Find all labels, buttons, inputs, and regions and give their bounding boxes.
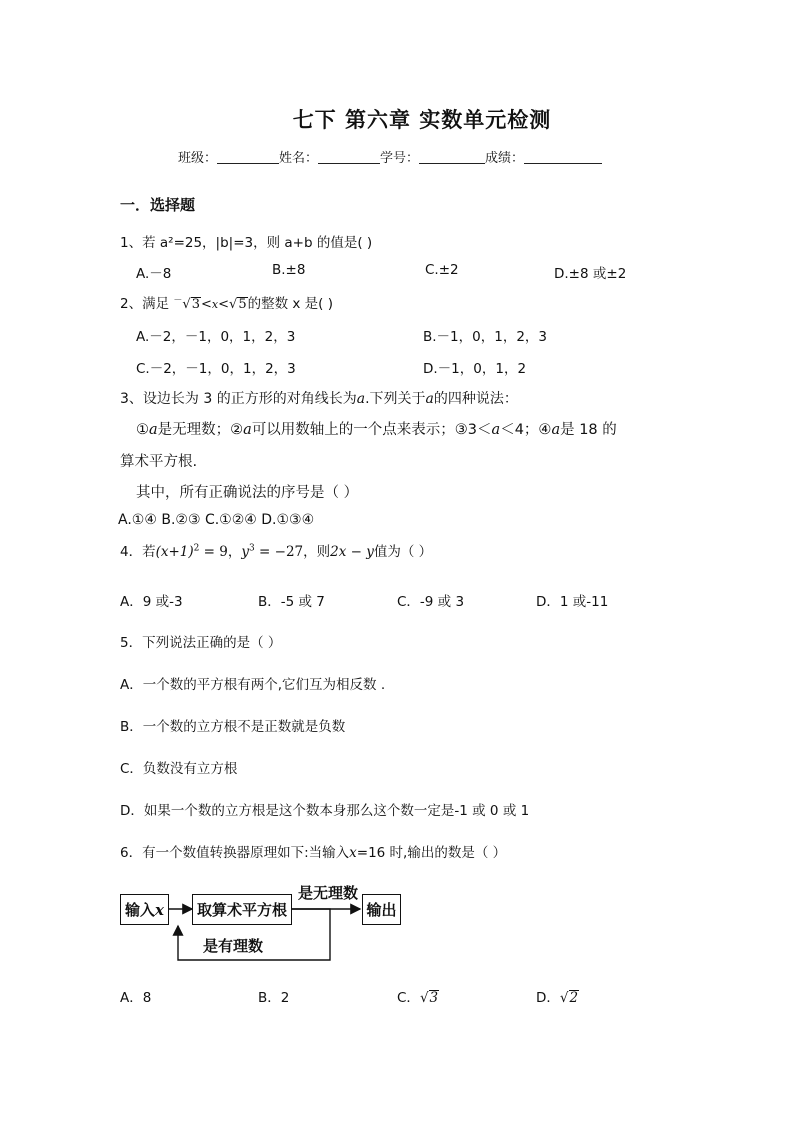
q3-var-a: a	[425, 391, 434, 407]
q4-option-a: A．9 或-3	[120, 594, 183, 610]
q4-var-y: y	[241, 544, 250, 560]
q3-var-a: a	[149, 422, 158, 438]
sqrt-icon: √	[419, 990, 429, 1006]
q4-text-g: = −27，则	[254, 544, 331, 560]
q2-minus: －	[173, 295, 183, 306]
q4-expr-b: (x+1)	[155, 544, 194, 560]
q2-prefix: 2、满足	[120, 296, 170, 312]
id-label: 学号：	[380, 151, 420, 166]
q3-text-2e: 是 18 的	[560, 422, 617, 438]
q2-option-c: C.－2，－1，0，1，2，3	[136, 361, 296, 377]
q4-option-b: B．-5 或 7	[258, 594, 325, 610]
q3-text-2a: ①	[136, 422, 149, 438]
q1-option-c: C.±2	[425, 262, 459, 278]
q3-var-a: a	[491, 422, 501, 438]
sqrt-icon: √	[559, 990, 569, 1006]
q3-text-1c: 的四种说法：	[433, 391, 518, 407]
q1-stem: 1、若 a²=25，|b|=3，则 a+b 的值是( )	[120, 235, 373, 251]
q6-var-x: x	[349, 845, 357, 861]
flow-rational-label: 是有理数	[203, 937, 264, 955]
sqrt-icon: √	[229, 297, 238, 312]
q3-line3: 算术平方根.	[120, 454, 198, 470]
q2-suffix: 的整数 x 是( )	[247, 296, 333, 312]
q6-option-c-label: C．	[397, 990, 420, 1006]
flow-input-var: x	[155, 900, 164, 919]
q4-exp-f: 3	[249, 543, 255, 554]
q3-line4: 其中，所有正确说法的序号是（ ）	[136, 485, 359, 501]
q2-option-a: A.－2，－1，0，1，2，3	[136, 329, 296, 345]
flow-input-label: 输入	[125, 901, 156, 919]
q2-option-d: D.－1，0，1，2	[423, 361, 527, 377]
q3-text-1b: .下列关于	[365, 391, 426, 407]
q3-var-a: a	[243, 422, 252, 438]
q2-option-b: B.－1，0，1，2，3	[423, 329, 547, 345]
q5-option-a: A．一个数的平方根有两个,它们互为相反数 .	[120, 677, 386, 693]
q6-option-a: A．8	[120, 990, 152, 1006]
q2-lt2: <	[218, 297, 230, 312]
q3-text-1a: 3、设边长为 3 的正方形的对角线长为	[120, 391, 357, 407]
q6-text-a: 6．有一个数值转换器原理如下:当输入	[120, 845, 350, 861]
q6-option-d	[536, 986, 579, 1006]
score-label: 成绩：	[485, 151, 525, 166]
q5-option-d: D．如果一个数的立方根是这个数本身那么这个数一定是-1 或 0 或 1	[120, 803, 530, 819]
q2-rad2: 5	[238, 297, 247, 312]
q2-rad1: 3	[191, 297, 200, 312]
flow-process-box: 取算术平方根	[192, 894, 292, 925]
q4-expr-h: 2x − y	[330, 544, 374, 560]
sqrt-icon: √	[182, 297, 191, 312]
q5-stem: 5．下列说法正确的是（ ）	[120, 635, 282, 651]
q4-exp-c: 2	[193, 543, 200, 554]
q3-text-2b: 是无理数；②	[157, 422, 244, 438]
q6-option-c-rad: 3	[429, 990, 439, 1006]
q6-option-d-label: D．	[536, 990, 560, 1006]
q4-text-i: 值为（ ）	[373, 544, 433, 560]
flow-irrational-label: 是无理数	[298, 884, 359, 902]
flow-input-box	[120, 894, 169, 925]
q4-text-d: = 9，	[199, 544, 242, 560]
q3-text-2c: 可以用数轴上的一个点来表示；③3＜	[251, 422, 492, 438]
q3-text-2d: ＜4；④	[500, 422, 552, 438]
q4-option-c: C．-9 或 3	[397, 594, 465, 610]
page-title: 七下 第六章 实数单元检测	[292, 107, 552, 132]
name-label: 姓名：	[279, 151, 319, 166]
q3-var-a: a	[356, 391, 366, 407]
q1-option-d: D.±8 或±2	[554, 266, 627, 282]
q3-var-a: a	[551, 422, 561, 438]
class-label: 班级：	[178, 151, 218, 166]
q4-option-d: D．1 或-11	[536, 594, 609, 610]
q6-text-c: =16 时,输出的数是（ ）	[356, 845, 507, 861]
q5-option-c: C．负数没有立方根	[120, 761, 238, 777]
q6-option-c	[397, 986, 439, 1006]
q1-option-a: A.－8	[136, 266, 172, 282]
q1-option-b: B.±8	[272, 262, 306, 278]
q3-options: A.①④ B.②③ C.①②④ D.①③④	[118, 512, 315, 528]
q2-lt1: <	[200, 297, 212, 312]
q5-option-b: B．一个数的立方根不是正数就是负数	[120, 719, 346, 735]
q4-text-a: 4．若	[120, 544, 156, 560]
flow-output-box: 输出	[362, 894, 401, 925]
q6-option-b: B．2	[258, 990, 290, 1006]
section-heading: 一．选择题	[120, 196, 196, 214]
q6-option-d-rad: 2	[569, 990, 579, 1006]
q2-x: x	[211, 298, 219, 311]
